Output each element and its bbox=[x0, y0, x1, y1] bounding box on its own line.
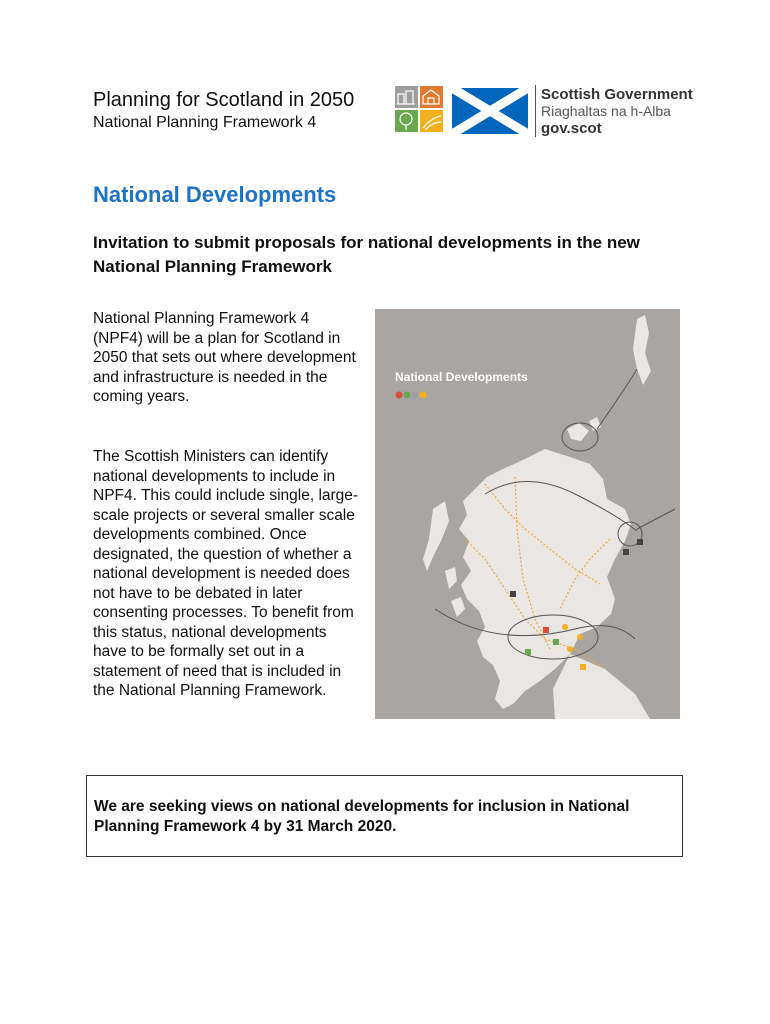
page-subtitle: Invitation to submit proposals for national developments in the new National Planning Framework bbox=[93, 233, 640, 276]
page-title: National Developments bbox=[93, 182, 337, 207]
legend-dot-red bbox=[396, 392, 403, 399]
planning-pictogram-icon bbox=[395, 86, 443, 132]
deadline-callout bbox=[86, 775, 683, 857]
org-website: gov.scot bbox=[541, 120, 602, 137]
legend-dot-grey bbox=[412, 392, 419, 399]
saltire-flag-icon bbox=[452, 88, 528, 134]
national-developments-map bbox=[375, 309, 680, 719]
org-name-gaelic: Riaghaltas na h-Alba bbox=[541, 103, 671, 119]
header-title: Planning for Scotland in 2050 bbox=[93, 89, 355, 111]
logo-divider bbox=[535, 85, 536, 137]
intro-paragraph: National Planning Framework 4 (NPF4) will be a plan for Scotland in 2050 that sets out where development and infrastructure is needed in the coming years. bbox=[93, 310, 356, 405]
legend-dot-green bbox=[404, 392, 411, 399]
map-title: National Developments bbox=[395, 370, 528, 384]
legend-dot-yellow bbox=[420, 392, 427, 399]
ministers-paragraph: The Scottish Ministers can identify national developments to include in NPF4. This could include single, large-scale projects or several smaller scale developments combined. Once designated, the question of whether a national development is needed does not have to be debated in later consenting processes. To benefit from this status, national developments have to be formally set out in a statement of need that is included in the National Planning Framework. bbox=[93, 448, 359, 699]
callout-text: We are seeking views on national developments for inclusion in National Planning Framework 4 by 31 March 2020. bbox=[94, 798, 630, 835]
header-subtitle: National Planning Framework 4 bbox=[93, 114, 317, 131]
org-name: Scottish Government bbox=[541, 86, 693, 103]
